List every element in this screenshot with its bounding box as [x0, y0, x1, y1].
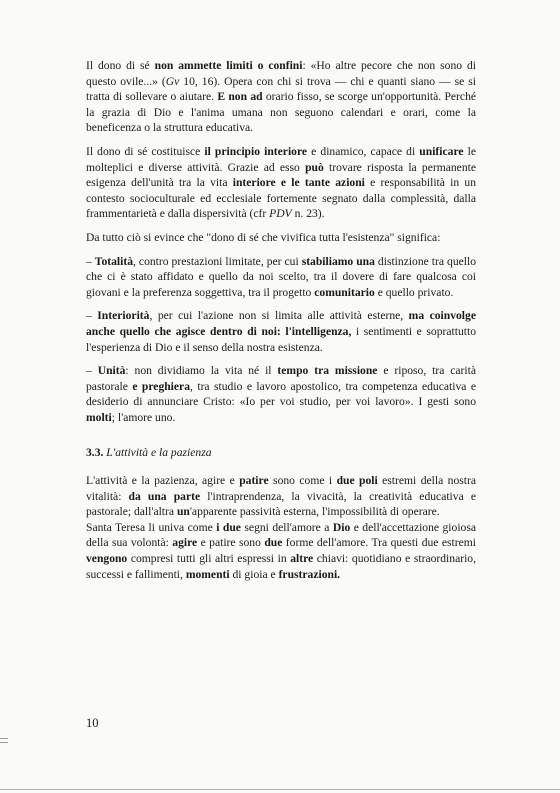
text-segment: segni dell'amore a	[240, 520, 333, 534]
bold-text: Unità	[97, 364, 126, 378]
paragraph	[86, 473, 476, 520]
text-segment: , contro prestazioni limitate, per cui	[133, 254, 302, 268]
text-segment: –	[86, 309, 98, 323]
bold-text: il principio interiore	[204, 144, 308, 158]
bold-text: e preghiera	[132, 379, 190, 393]
bold-text: frustrazioni.	[278, 567, 341, 581]
edge-rule-left	[0, 738, 8, 739]
bold-text: da una parte	[128, 489, 201, 503]
page-body	[86, 58, 476, 590]
page-number: 10	[86, 716, 99, 730]
text-segment: trovare risposta la permanente esigenza dell'unità tra la vita	[86, 160, 476, 190]
text-segment: e riposo, tra carità pastorale	[86, 364, 477, 393]
text-segment: 'apparente passività esterna, l'impossibilità di operare.	[189, 505, 440, 519]
text-segment: e dinamico, capace di	[307, 144, 420, 158]
paragraph	[86, 308, 476, 355]
text-segment: e responsabilità in un contesto socioculturale ed ecclesiale fortemente segnato dalla complessità, dalla frammentarietà e dalla dispersività (cfr	[86, 176, 476, 221]
text-segment: e dell'accettazione gioiosa della sua volontà:	[86, 520, 476, 550]
bold-text: stabiliamo una	[301, 254, 375, 268]
text-segment: Il dono di sé costituisce	[86, 144, 205, 158]
text-segment: n. 23).	[291, 207, 325, 221]
italic-text: L'attività e la pazienza	[106, 446, 212, 460]
paragraph	[86, 58, 476, 136]
bold-text: E non ad	[217, 90, 263, 104]
bottom-rule	[0, 789, 560, 790]
text-segment: L'attività e la pazienza, agire e	[86, 474, 240, 488]
bold-text: Dio	[332, 520, 351, 534]
text-segment: i sentimenti e soprattutto l'esperienza di Dio e il senso della nostra esistenza.	[86, 324, 476, 354]
bold-text: può	[305, 160, 324, 174]
text-segment: , per cui l'azione non si limita alle attività esterne,	[149, 309, 409, 323]
bold-text: comunitario	[314, 285, 375, 299]
paragraph	[86, 144, 476, 222]
bold-text: 3.3.	[86, 446, 107, 460]
paragraph	[86, 363, 476, 425]
bold-text: un	[176, 505, 190, 519]
text-segment: 10, 16). Opera con chi si trova — chi e quanti siano — se si tratta di sollevare o aiutare.	[86, 74, 476, 104]
text-segment: di gioia e	[229, 567, 279, 581]
bold-text: tempo tra missione	[277, 364, 378, 378]
bold-text: due	[264, 536, 283, 550]
text-segment: orario fisso, se scorge un'opportunità. Perché la grazia di Dio e l'anima umana non seguono calendari e orari, come la beneficenza o la struttura educativa.	[86, 90, 477, 135]
text-segment: l'intraprendenza, la vivacità, la creatività educativa e pastorale; dall'altra	[86, 489, 476, 519]
text-segment: estremi della nostra vitalità:	[86, 474, 476, 503]
bold-text: vengono	[86, 552, 128, 566]
text-segment: : «Ho altre pecore che non sono di questo ovile...» (	[86, 59, 476, 88]
bold-text: Interiorità	[97, 309, 150, 323]
paragraph	[86, 230, 476, 246]
text-segment: : non dividiamo la vita né il	[125, 364, 278, 378]
text-segment: sono come i	[268, 474, 337, 488]
bold-text: non ammette limiti o confini	[154, 59, 303, 72]
paragraph	[86, 254, 476, 301]
bold-text: molti	[86, 410, 112, 424]
text-segment: Da tutto ciò si evince che "dono di sé che vivifica tutta l'esistenza" significa:	[86, 230, 441, 244]
bold-text: interiore e le tante azioni	[232, 176, 365, 190]
section-heading	[86, 445, 476, 461]
text-segment: , tra studio e lavoro apostolico, tra competenza educativa e desiderio di annunciare Cristo: «Io per voi studio, per voi lavoro». I gesti sono	[86, 379, 476, 409]
bold-text: due poli	[336, 474, 378, 488]
text-segment: –	[86, 364, 98, 378]
text-segment: compresi tutti gli altri espressi in	[127, 552, 291, 566]
text-segment: –	[86, 254, 95, 268]
text-segment: e quello privato.	[374, 285, 454, 299]
italic-text: Gv	[165, 74, 180, 88]
bold-text: patire	[239, 474, 269, 488]
text-segment: chiavi: quotidiano e straordinario, successi e fallimenti,	[86, 552, 476, 581]
bold-text: ma coinvolge anche quello che agisce dentro di noi: l'intelligenza,	[86, 309, 476, 338]
text-segment: Il dono di sé	[86, 59, 155, 72]
text-segment: distinzione tra quello che ci è stato affidato e quello da noi scelto, tra il dovere di fare qualcosa coi giovani e la preferenza soggettiva, tra il progetto	[86, 254, 476, 299]
bold-text: momenti	[185, 567, 230, 581]
bold-text: agire	[172, 536, 198, 550]
bold-text: Totalità	[94, 254, 134, 268]
text-segment: forme dell'amore. Tra questi due estremi	[282, 536, 476, 550]
edge-rule-left	[0, 742, 8, 743]
bold-text: altre	[290, 552, 314, 566]
text-segment: e patire sono	[197, 536, 265, 550]
text-segment: ; l'amore uno.	[111, 410, 176, 424]
text-segment: Santa Teresa li univa come	[86, 520, 217, 534]
bold-text: i due	[216, 520, 241, 534]
text-segment: le molteplici e diverse attività. Grazie ad esso	[86, 144, 476, 174]
italic-text: PDV	[269, 207, 292, 221]
bold-text: unificare	[419, 144, 464, 158]
paragraph	[86, 520, 476, 582]
